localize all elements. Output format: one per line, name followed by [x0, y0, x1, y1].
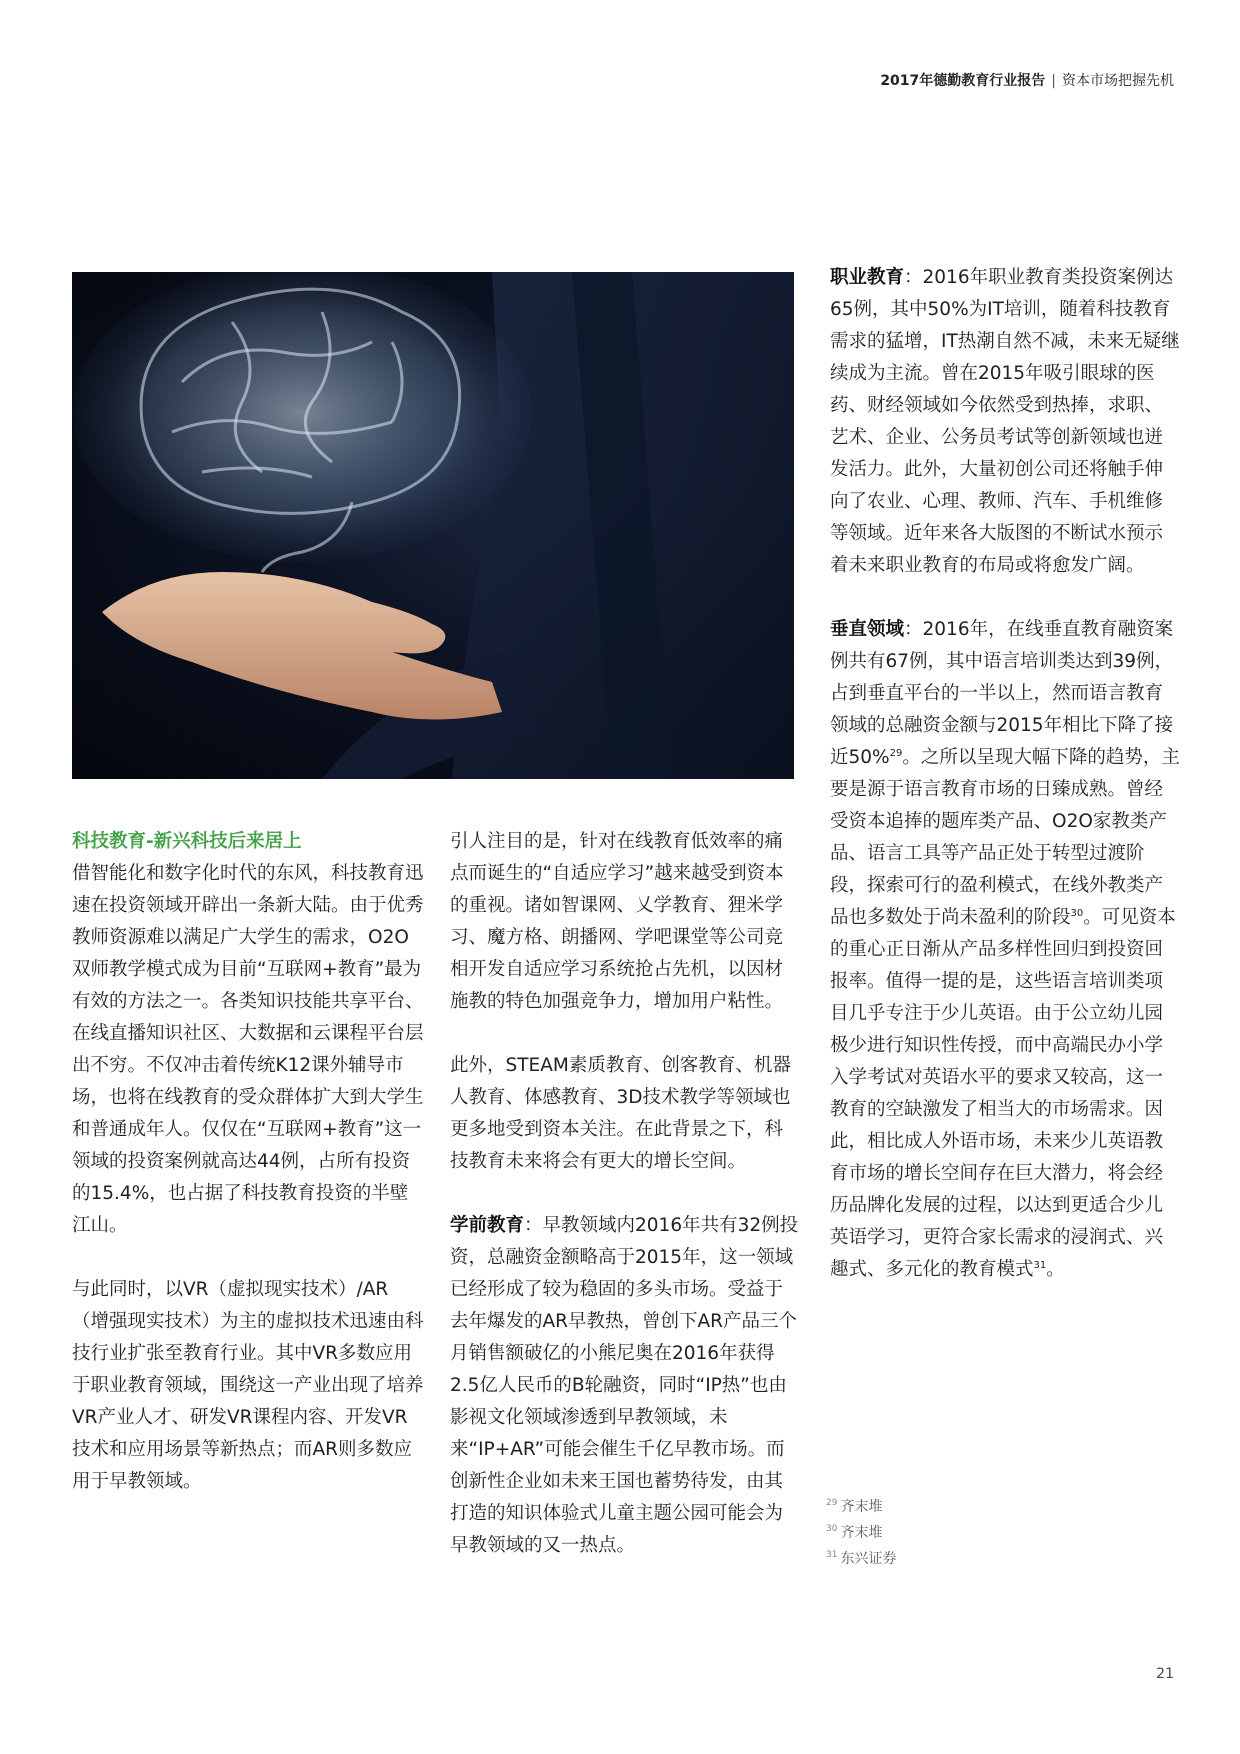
footnote-text: 东兴证券 [840, 1551, 897, 1567]
paragraph-vr-ar: 与此同时，以VR（虚拟现实技术）/AR（增强现实技术）为主的虚拟技术迅速由科技行业扩张至教育行业。其中VR多数应用于职业教育领域，围绕这一产业出现了培养VR产业人才、研发VR课程内容、开发VR技术和应用场景等新热点；而AR则多数应用于早教领域。 [72, 1279, 424, 1492]
paragraph-vertical [830, 614, 1180, 1286]
brain-hand-photo [72, 272, 794, 779]
footnotes [826, 1494, 896, 1572]
footnote-ref-31: 31 [1033, 1259, 1047, 1271]
paragraph-adaptive-learning: 引人注目的是，针对在线教育低效率的痛点而诞生的“自适应学习”越来越受到资本的重视。诸如智课网、乂学教育、狸米学习、魔方格、朗播网、学吧课堂等公司竞相开发自适应学习系统抢占先机，以因材施教的特色加强竞争力，增加用户粘性。 [450, 831, 784, 1012]
footnote-number: 30 [826, 1524, 838, 1535]
vocational-lead: 职业教育 [830, 267, 905, 288]
preschool-lead: 学前教育 [450, 1215, 525, 1236]
header-separator: | [1051, 73, 1056, 89]
page-number: 21 [1156, 1666, 1174, 1682]
footnote-text: 齐末堆 [840, 1499, 883, 1515]
preschool-text: ：早教领域内2016年共有32例投资，总融资金额略高于2015年，这一领域已经形成了较为稳固的多头市场。受益于去年爆发的AR早教热，曾创下AR产品三个月销售额破亿的小熊尼奥在2016年获得2.5亿人民币的B轮融资，同时“IP热”也由影视文化领域渗透到早教领域，未来“IP+AR”可能会催生千亿早教市场。而创新性企业如未来王国也蓄势待发，由其打造的知识体验式儿童主题公园可能会为早教领域的又一热点。 [450, 1215, 799, 1556]
page-header [880, 70, 1174, 90]
column-left [72, 826, 424, 1498]
vertical-text-b: 。之所以呈现大幅下降的趋势，主要是源于语言教育市场的日臻成熟。曾经受资本追捧的题库类产品、O2O家教类产品、语言工具等产品正处于转型过渡阶段，探索可行的盈利模式，在线外教类产品也多数处于尚未盈利的阶段 [830, 747, 1180, 928]
footnote-item [826, 1494, 896, 1520]
footnote-ref-30: 30 [1070, 907, 1084, 919]
report-subtitle: 资本市场把握先机 [1062, 73, 1174, 89]
paragraph-vocational [830, 262, 1180, 582]
footnote-number: 29 [826, 1498, 838, 1509]
vertical-text-a: ：2016年，在线垂直教育融资案例共有67例，其中语言培训类达到39例，占到垂直平台的一半以上，然而语言教育领域的总融资金额与2015年相比下降了接近50% [830, 619, 1174, 768]
section-title-tech-education: 科技教育-新兴科技后来居上 [72, 831, 302, 852]
vertical-lead: 垂直领域 [830, 619, 905, 640]
footnote-text: 齐末堆 [840, 1525, 883, 1541]
vocational-text: ：2016年职业教育类投资案例达65例，其中50%为IT培训，随着科技教育需求的猛增，IT热潮自然不减，未来无疑继续成为主流。曾在2015年吸引眼球的医药、财经领域如今依然受到热捧，求职、艺术、企业、公务员考试等创新领域也迸发活力。此外，大量初创公司还将触手伸向了农业、心理、教师、汽车、手机维修等领域。近年来各大版图的不断试水预示着未来职业教育的布局或将愈发广阔。 [830, 267, 1180, 576]
footnote-item [826, 1520, 896, 1546]
footnote-ref-29: 29 [889, 747, 903, 759]
vertical-text-d: 。 [1046, 1259, 1065, 1280]
vertical-text-c: 。可见资本的重心正日渐从产品多样性回归到投资回报率。值得一提的是，这些语言培训类项目几乎专注于少儿英语。由于公立幼儿园极少进行知识性传授，而中高端民办小学入学考试对英语水平的要求又较高，这一教育的空缺激发了相当大的市场需求。因此，相比成人外语市场，未来少儿英语教育市场的增长空间存在巨大潜力，将会经历品牌化发展的过程，以达到更适合少儿英语学习，更符合家长需求的浸润式、兴趣式、多元化的教育模式 [830, 907, 1176, 1280]
footnote-number: 31 [826, 1550, 838, 1561]
report-title: 2017年德勤教育行业报告 [880, 73, 1046, 89]
paragraph-preschool [450, 1210, 800, 1562]
footnote-item [826, 1546, 896, 1572]
column-middle [450, 826, 800, 1562]
paragraph-tech-education: 借智能化和数字化时代的东风，科技教育迅速在投资领域开辟出一条新大陆。由于优秀教师资源难以满足广大学生的需求，O2O双师教学模式成为目前“互联网+教育”最为有效的方法之一。各类知识技能共享平台、在线直播知识社区、大数据和云课程平台层出不穷。不仅冲击着传统K12课外辅导市场，也将在线教育的受众群体扩大到大学生和普通成年人。仅仅在“互联网+教育”这一领域的投资案例就高达44例，占所有投资的15.4%，也占据了科技教育投资的半壁江山。 [72, 863, 424, 1236]
paragraph-steam: 此外，STEAM素质教育、创客教育、机器人教育、体感教育、3D技术教学等领域也更多地受到资本关注。在此背景之下，科技教育未来将会有更大的增长空间。 [450, 1055, 791, 1172]
column-right [830, 262, 1180, 1286]
